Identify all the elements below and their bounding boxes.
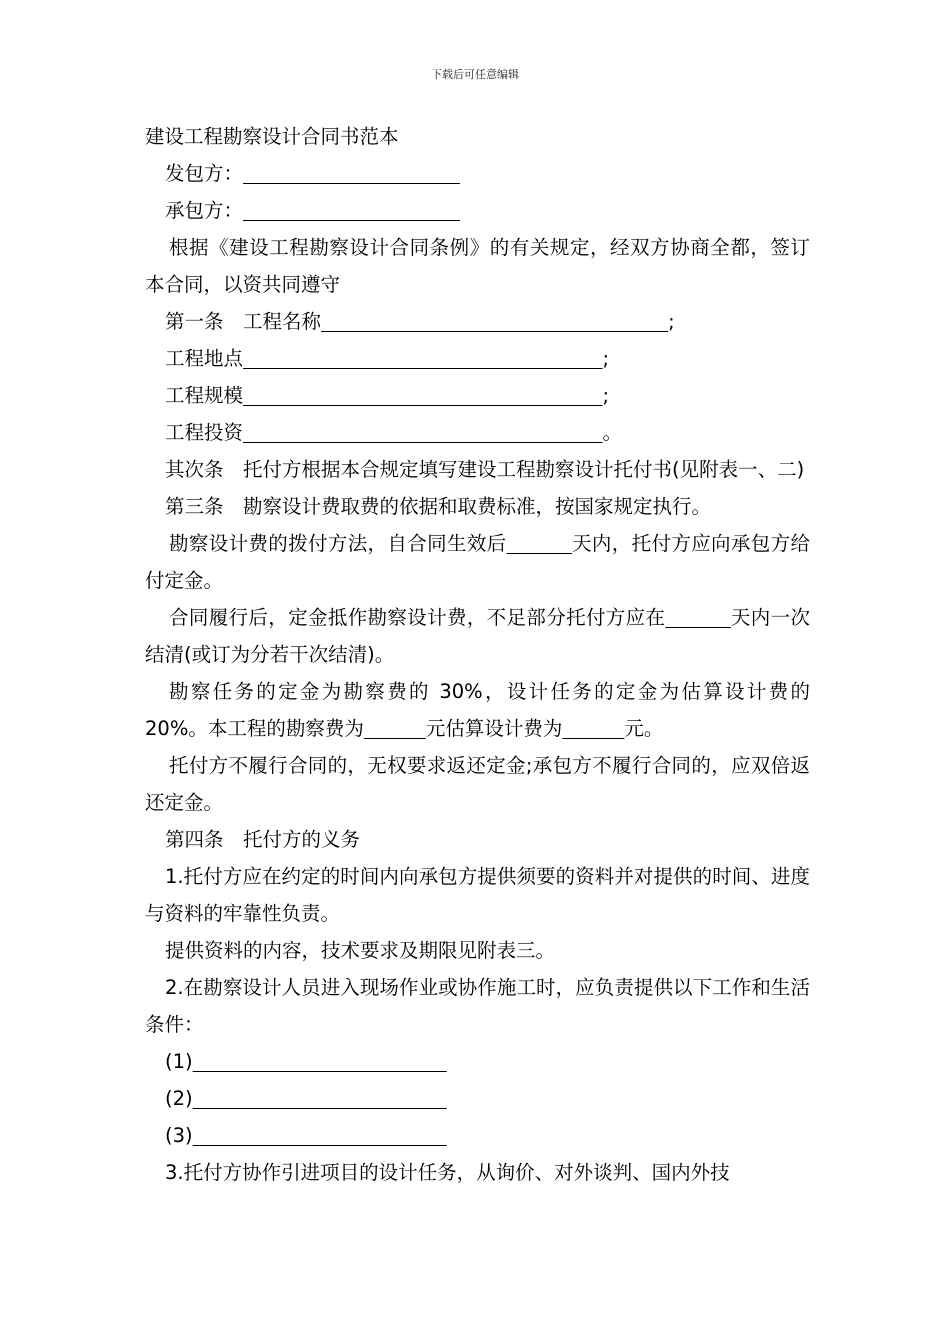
page-header: 下载后可任意编辑: [431, 68, 519, 81]
project-location-line: 工程地点 ;: [165, 347, 610, 370]
project-name-blank: [321, 310, 668, 333]
party-a-blank: [243, 162, 460, 185]
condition-item-2: (2): [145, 1080, 810, 1117]
deposit-paragraph: 勘察任务的定金为勘察费的 30%，设计任务的定金为估算设计费的 20%。本工程的勘察费为 元估算设计费为 元。: [145, 680, 810, 740]
settlement-days-blank: [665, 606, 731, 629]
article-4-heading: 第四条 托付方的义务: [165, 828, 361, 851]
condition-item-3: (3): [145, 1117, 810, 1154]
party-a-line: [145, 155, 810, 192]
article-1-name-label: 第一条 工程名称: [165, 310, 322, 333]
party-b-label: 承包方：: [165, 199, 244, 222]
condition-2-blank: [193, 1087, 447, 1110]
project-location-blank: [243, 347, 603, 370]
settlement-paragraph: 合同履行后，定金抵作勘察设计费，不足部分托付方应在 天内一次结清(或订为分若干次结清)。: [145, 606, 810, 666]
design-fee-blank: [562, 717, 624, 740]
party-b-line: [145, 192, 810, 229]
party-b-blank: [243, 199, 460, 222]
payment-method-paragraph: 勘察设计费的拨付方法，自合同生效后 天内，托付方应向承包方给付定金。: [145, 532, 810, 592]
condition-1-blank: [193, 1050, 447, 1073]
project-investment-label: 工程投资: [165, 421, 244, 444]
condition-3-blank: [193, 1124, 447, 1147]
article-3-paragraph: 第三条 勘察设计费取费的依据和取费标准，按国家规定执行。: [165, 495, 712, 518]
project-scale-line: 工程规模 ;: [165, 384, 610, 407]
project-scale-blank: [243, 384, 603, 407]
obligation-2-paragraph: 2.在勘察设计人员进入现场作业或协作施工时，应负责提供以下工作和生活条件：: [145, 976, 810, 1036]
preamble-paragraph: 根据《建设工程勘察设计合同条例》的有关规定，经双方协商全都，签订本合同，以资共同遵守: [145, 236, 810, 296]
party-a-label: 发包方：: [165, 162, 244, 185]
project-scale-label: 工程规模: [165, 384, 244, 407]
article-1-name-line: 第一条 工程名称 ;: [165, 310, 675, 333]
materials-note: 提供资料的内容，技术要求及期限见附表三。: [165, 939, 556, 962]
condition-item-1: (1): [145, 1043, 810, 1080]
breach-paragraph: 托付方不履行合同的，无权要求返还定金;承包方不履行合同的，应双倍返还定金。: [145, 754, 810, 814]
survey-fee-blank: [364, 717, 426, 740]
project-investment-line: 工程投资 。: [165, 421, 623, 444]
obligation-1-paragraph: 1.托付方应在约定的时间内向承包方提供须要的资料并对提供的时间、进度与资料的牢靠性负责。: [145, 865, 810, 925]
article-2-paragraph: 其次条 托付方根据本合规定填写建设工程勘察设计托付书(见附表一、二): [165, 458, 805, 481]
document-body: [145, 118, 810, 1191]
payment-days-blank: [507, 532, 573, 555]
document-title: 建设工程勘察设计合同书范本: [145, 125, 399, 148]
project-location-label: 工程地点: [165, 347, 244, 370]
obligation-3-paragraph: 3.托付方协作引进项目的设计任务，从询价、对外谈判、国内外技: [165, 1161, 730, 1184]
project-investment-blank: [243, 421, 603, 444]
